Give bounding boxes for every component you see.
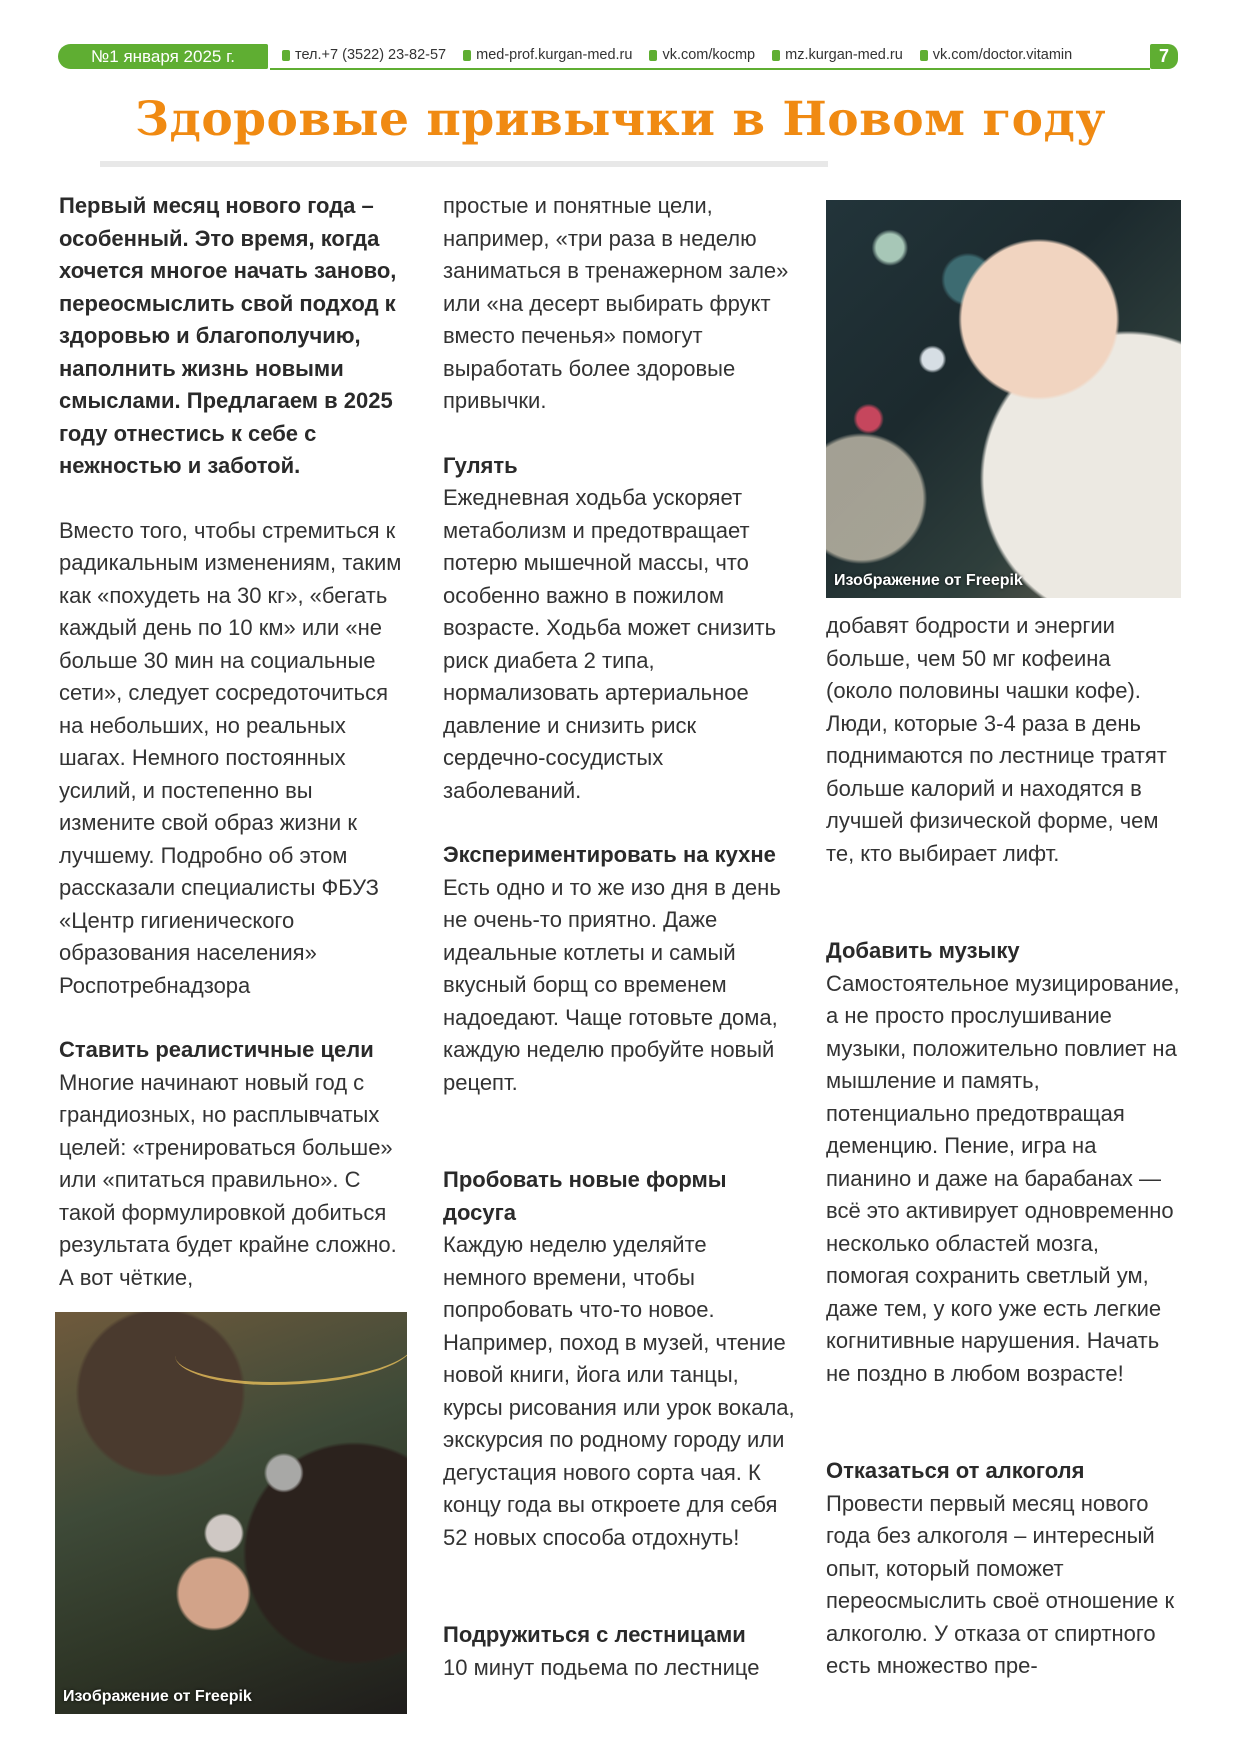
section-text-stairs-1: 10 минут подьема по лестнице <box>443 1654 760 1680</box>
column-1 <box>59 190 409 1294</box>
section-text-kitchen: Есть одно и то же изо дня в день не очень-то приятно. Даже идеальные котлеты и самый вкусный борщ со временем надоедают. Чаще готовьте дома, каждую неделю пробуйте новый рецепт. <box>443 874 781 1095</box>
section-heading-stairs: Подружиться с лестницами <box>443 1622 746 1647</box>
header-rule <box>270 68 1150 70</box>
contact-text: mz.kurgan-med.ru <box>785 47 903 63</box>
contact-text: тел.+7 (3522) 23-82-57 <box>295 47 447 63</box>
article-intro: Вместо того, чтобы стремиться к радикальным изменениям, таким как «похудеть на 30 кг», «бегать каждый день по 10 км» или «не больше 30 мин на социальные сети», следует сосредоточиться на небольших, но реальных шагах. Немного постоянных усилий, и постепенно вы измените свой образ жизни к лучшему. Подробно об этом рассказали специалисты ФБУЗ «Центр гигиенического образования населения» Роспотребнадзора <box>59 517 402 998</box>
bullet-icon <box>463 50 471 61</box>
section-text-goals-2: простые и понятные цели, например, «три раза в неделю заниматься в тренажерном зале» или «на десерт выбирать фрукт вместо печенья» помогут выработать более здоровые привычки. <box>443 193 789 413</box>
contact-text: med-prof.kurgan-med.ru <box>476 47 633 63</box>
photo-man-tree <box>55 1312 407 1714</box>
photo-caption: Изображение от Freepik <box>834 572 1023 589</box>
page-number: 7 <box>1150 44 1178 69</box>
section-heading-music: Добавить музыку <box>826 938 1020 963</box>
contact-phone <box>282 44 446 66</box>
section-text-alcohol: Провести первый месяц нового года без алкоголя – интересный опыт, который поможет переосмыслить своё отношение к алкоголю. У отказа от спиртного есть множество пре- <box>826 1490 1175 1678</box>
section-heading-goals: Ставить реалистичные цели <box>59 1037 374 1062</box>
contact-vk-doctor[interactable] <box>920 44 1072 66</box>
title-divider <box>100 161 828 167</box>
bullet-icon <box>282 50 290 61</box>
section-text-leisure: Каждую неделю уделяйте немного времени, чтобы попробовать что-то новое. Например, поход в музей, чтение новой книги, йога или танцы, курсы рисования или урок вокала, экскурсия по родному городу или дегустация нового сорта чая. К концу года вы откроете для себя 52 новых способа отдохнуть! <box>443 1232 795 1550</box>
photo-woman-ornament <box>826 200 1181 598</box>
section-text-stairs-2: добавят бодрости и энергии больше, чем 50 мг кофеина (около половины чашки кофе). Люди, которые 3-4 раза в день поднимаются по лестнице тратят больше калорий и находятся в лучшей физической форме, чем те, кто выбирает лифт. <box>826 613 1167 866</box>
section-heading-walk: Гулять <box>443 452 518 478</box>
header-contacts <box>282 44 1072 66</box>
bullet-icon <box>920 50 928 61</box>
section-text-goals-1: Многие начинают новый год с грандиозных, но расплывчатых целей: «тренироваться больше» или «питаться правильно». С такой формулировкой добиться результата будет крайне сложно. А вот чёткие, <box>59 1069 397 1290</box>
garland-decoration <box>175 1312 407 1385</box>
contact-text: vk.com/doctor.vitamin <box>932 47 1073 63</box>
contact-mz-site[interactable] <box>772 44 903 66</box>
article-lead: Первый месяц нового года – особенный. Это время, когда хочется многое начать заново, переосмыслить свой подход к здоровью и благополучию, наполнить жизнь новыми смыслами. Предлагаем в 2025 году отнестись к себе с нежностью и заботой. <box>59 193 397 478</box>
bullet-icon <box>772 50 780 61</box>
section-text-music: Самостоятельное музицирование, а не просто прослушивание музыки, положительно повлиет на мышление и память, потенциально предотвращая деменцию. Пение, игра на пианино и даже на барабанах — всё это активирует одновременно несколько областей мозга, помогая сохранить светлый ум, даже тем, у кого уже есть легкие когнитивные нарушения. Начать не поздно в любом возрасте! <box>826 970 1180 1386</box>
bullet-icon <box>649 50 657 61</box>
contact-text: vk.com/kocmp <box>662 47 756 63</box>
photo-caption: Изображение от Freepik <box>63 1688 252 1705</box>
section-heading-kitchen: Экспериментировать на кухне <box>443 842 776 867</box>
section-heading-alcohol: Отказаться от алкоголя <box>826 1458 1085 1483</box>
article-title: Здоровые привычки в Новом году <box>135 92 1106 147</box>
contact-vk[interactable] <box>649 44 755 66</box>
section-text-walk: Ежедневная ходьба ускоряет метаболизм и предотвращает потерю мышечной массы, что особенно важно в пожилом возрасте. Ходьба может снизить риск диабета 2 типа, нормализовать артериальное давление и снизить риск сердечно-сосудистых заболеваний. <box>443 485 777 803</box>
issue-badge: №1 января 2025 г. <box>58 44 268 69</box>
contact-site[interactable] <box>463 44 632 66</box>
column-3 <box>826 610 1180 1683</box>
section-heading-leisure: Пробовать новые формы досуга <box>443 1167 727 1225</box>
column-2 <box>443 190 796 1684</box>
